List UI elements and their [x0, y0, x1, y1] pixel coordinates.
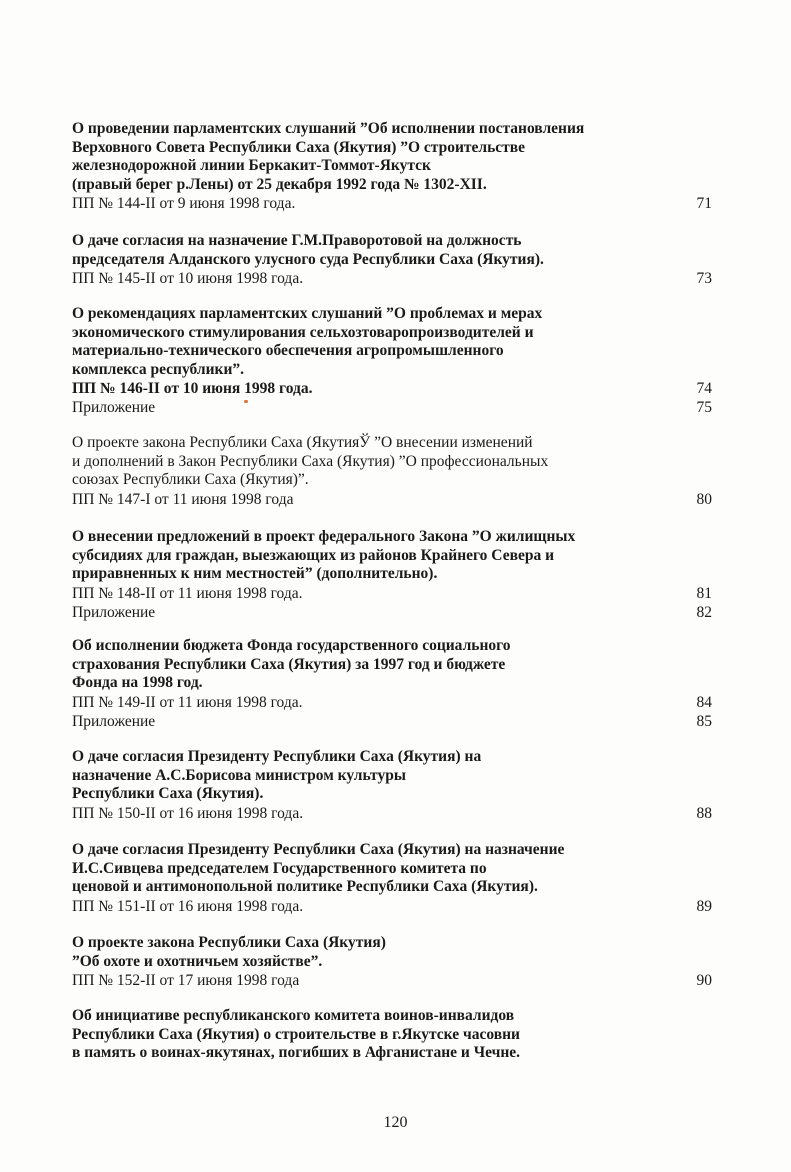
- page-ref: 82: [696, 603, 712, 621]
- title-line: О проведении парламентских слушаний ”Об исполнении постановления: [72, 120, 585, 137]
- toc-entry: [72, 232, 712, 288]
- title-line: О даче согласия Президенту Республики Саха (Якутия) на назначение: [72, 841, 565, 858]
- resolution-row: [72, 269, 712, 288]
- title-line: О внесении предложений в проект федерального Закона ”О жилищных: [72, 528, 576, 545]
- appendix-label: Приложение: [72, 399, 156, 416]
- entry-title: [72, 841, 712, 897]
- resolution-ref: ПП № 150-II от 16 июня 1998 года.: [72, 804, 304, 822]
- entry-title: [72, 748, 712, 804]
- title-line: председателя Алданского улусного суда Республики Саха (Якутия).: [72, 250, 544, 268]
- page-ref: 88: [696, 804, 712, 822]
- title-line: субсидиях для граждан, выезжающих из районов Крайнего Севера и: [72, 546, 554, 564]
- toc-entry: [72, 120, 712, 213]
- title-line: железнодорожной линии Беркакит-Томмот-Якутск: [72, 157, 431, 174]
- title-line: Республики Саха (Якутия).: [72, 785, 264, 802]
- title-line: О рекомендациях парламентских слушаний ”О проблемах и мерах: [72, 305, 543, 322]
- resolution-row: [72, 398, 712, 417]
- resolution-ref: ПП № 148-II от 11 июня 1998 года.: [72, 584, 303, 602]
- title-line: страхования Республики Саха (Якутия) за 1997 год и бюджете: [72, 655, 506, 673]
- entry-title: [72, 637, 712, 693]
- entry-title: [72, 120, 712, 194]
- title-line: и дополнений в Закон Республики Саха (Якутия) ”О профессиональных: [72, 452, 549, 470]
- resolution-row: [72, 971, 712, 990]
- entry-title: [72, 232, 712, 269]
- page-ref: 75: [696, 399, 712, 416]
- resolution-row: [72, 379, 712, 398]
- resolution-ref: ПП № 144-II от 9 июня 1998 года.: [72, 195, 296, 212]
- toc-entry: [72, 305, 712, 417]
- resolution-row: [72, 712, 712, 731]
- title-line: О проекте закона Республики Саха (ЯкутияЎ ”О внесении изменений: [72, 434, 533, 451]
- toc-entry: [72, 1007, 712, 1063]
- title-line: назначение А.С.Борисова министром культуры: [72, 766, 406, 784]
- title-line: О даче согласия на назначение Г.М.Праворотовой на должность: [72, 232, 522, 249]
- toc-entry: [72, 434, 712, 509]
- title-line: ценовой и антимонопольной политике Республики Саха (Якутия).: [72, 878, 538, 895]
- title-line: Верховного Совета Республики Саха (Якутия) ”О строительстве: [72, 138, 526, 156]
- title-line: комплекса республики”.: [72, 360, 245, 378]
- scan-speck: [244, 400, 248, 403]
- resolution-row: [72, 693, 712, 712]
- title-line: союзах Республики Саха (Якутия)”.: [72, 471, 309, 488]
- title-line: Об инициативе республиканского комитета воинов-инвалидов: [72, 1007, 515, 1024]
- toc-entry: [72, 748, 712, 823]
- page-ref: 81: [696, 584, 712, 602]
- title-line: ”Об охоте и охотничьем хозяйстве”.: [72, 952, 323, 970]
- entry-title: [72, 305, 712, 379]
- entry-title: [72, 934, 712, 971]
- toc-entry: [72, 841, 712, 916]
- page-ref: 71: [696, 195, 712, 212]
- page-number: 120: [383, 1114, 408, 1131]
- page-ref: 90: [696, 972, 712, 989]
- entry-title: [72, 1007, 712, 1063]
- resolution-row: [72, 804, 712, 823]
- toc-entry: [72, 528, 712, 622]
- page-ref: 89: [696, 897, 712, 915]
- appendix-label: Приложение: [72, 712, 156, 730]
- page-ref: 80: [696, 490, 712, 508]
- page-ref: 73: [696, 270, 712, 287]
- entry-title: [72, 434, 712, 490]
- resolution-row: [72, 490, 712, 509]
- resolution-row: [72, 584, 712, 603]
- title-line: Об исполнении бюджета Фонда государственного социального: [72, 637, 511, 654]
- toc-entry: [72, 934, 712, 990]
- resolution-row: [72, 194, 712, 213]
- resolution-ref: ПП № 152-II от 17 июня 1998 года: [72, 972, 300, 989]
- resolution-ref: ПП № 145-II от 10 июня 1998 года.: [72, 270, 304, 287]
- title-line: материально-технического обеспечения агропромышленного: [72, 342, 504, 359]
- resolution-ref: ПП № 146-II от 10 июня 1998 года.: [72, 380, 313, 397]
- title-line: О проекте закона Республики Саха (Якутия): [72, 934, 386, 951]
- toc-entry: [72, 637, 712, 731]
- title-line: Фонда на 1998 год.: [72, 674, 203, 691]
- resolution-ref: ПП № 147-I от 11 июня 1998 года: [72, 490, 294, 508]
- resolution-row: [72, 603, 712, 622]
- appendix-label: Приложение: [72, 603, 156, 621]
- page-ref: 84: [696, 693, 712, 711]
- title-line: О даче согласия Президенту Республики Саха (Якутия) на: [72, 748, 482, 765]
- entry-title: [72, 528, 712, 584]
- title-line: И.С.Сивцева председателем Государственного комитета по: [72, 859, 487, 877]
- page-ref: 74: [696, 380, 712, 397]
- resolution-row: [72, 897, 712, 916]
- page-ref: 85: [696, 712, 712, 730]
- title-line: экономического стимулирования сельхозтоваропроизводителей и: [72, 323, 534, 341]
- resolution-ref: ПП № 149-II от 11 июня 1998 года.: [72, 693, 303, 711]
- title-line: приравненных к ним местностей” (дополнительно).: [72, 565, 438, 582]
- title-line: в память о воинах-якутянах, погибших в Афганистане и Чечне.: [72, 1044, 521, 1061]
- title-line: (правый берег р.Лены) от 25 декабря 1992 года № 1302-XII.: [72, 175, 487, 193]
- resolution-ref: ПП № 151-II от 16 июня 1998 года.: [72, 897, 304, 915]
- title-line: Республики Саха (Якутия) о строительстве в г.Якутске часовни: [72, 1025, 520, 1043]
